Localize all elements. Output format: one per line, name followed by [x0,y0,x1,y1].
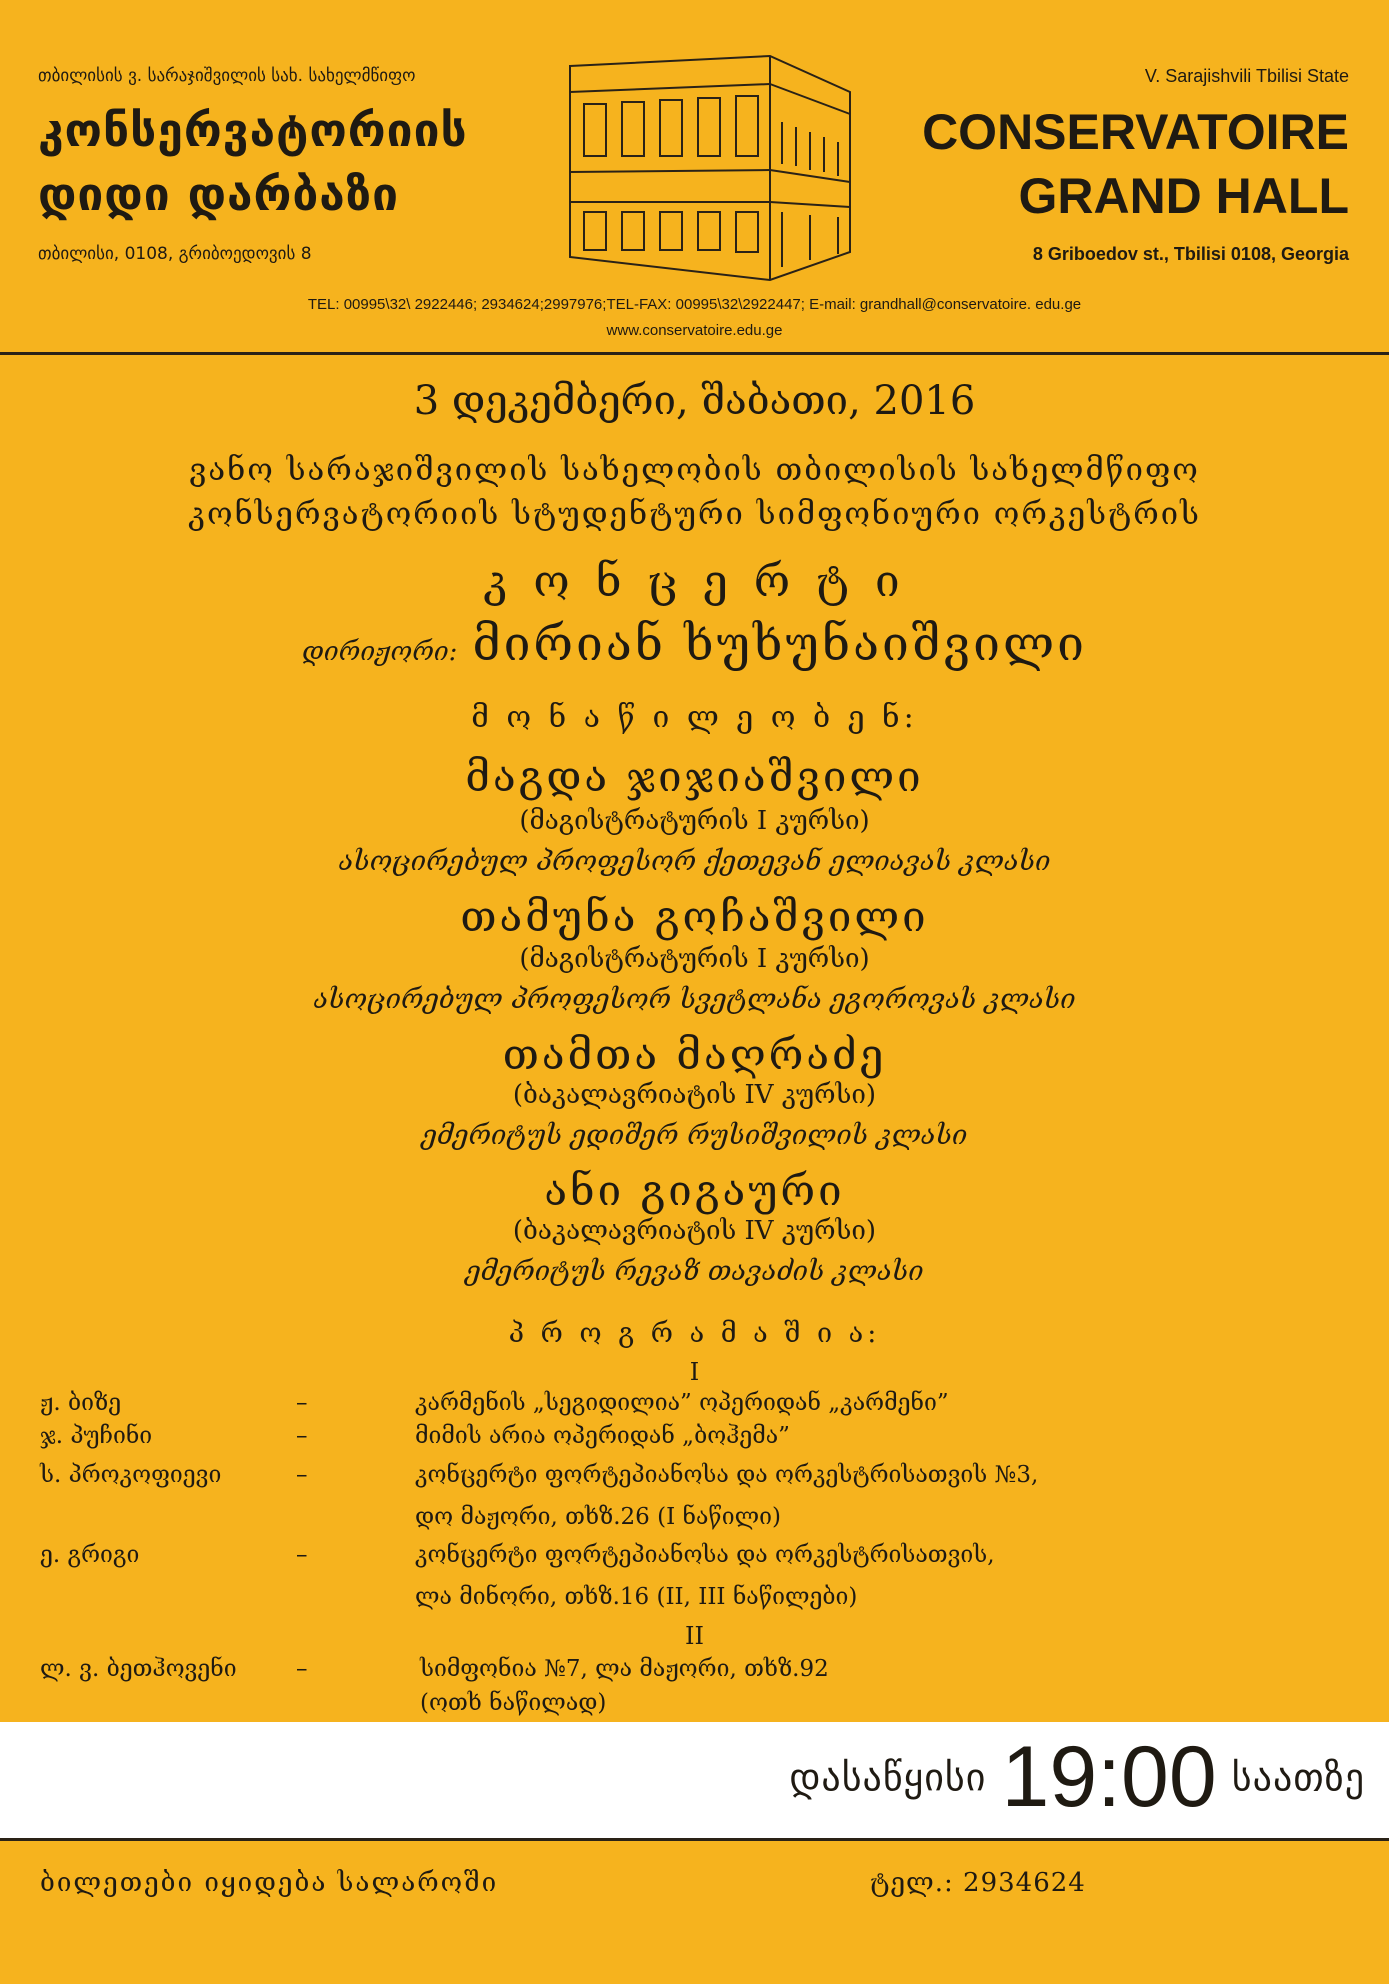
start-time-line [789,1728,1365,1827]
conductor-label: დირიჟორი: [301,637,458,667]
program-part-1: I [689,1358,700,1386]
start-suffix: საათზე [1231,1755,1365,1800]
header-en-title-line1: CONSERVATOIRE [922,104,1349,160]
footer-phone: ტელ.: 2934624 [870,1868,1086,1898]
soloist-2-class: ასოცირებულ პროფესორ სვეტლანა ეგოროვას კლასი [313,984,1076,1015]
program-dash: – [296,1390,308,1416]
program-dash: – [296,1656,308,1682]
program-composer: ჯ. პუჩინი [40,1423,153,1449]
program-composer: ს. პროკოფიევი [40,1462,222,1488]
start-time: 19:00 [1001,1729,1217,1825]
event-concert-title: კ ო ნ ც ე რ ტ ი [483,556,906,607]
building-illustration-icon [560,52,860,286]
program-dash: – [296,1462,308,1488]
program-work: კონცერტი ფორტეპიანოსა და ორკესტრისათვის №3, [415,1462,1039,1488]
soloist-3-course: (ბაკალავრიატის IV კურსი) [512,1080,877,1110]
soloist-1-course: (მაგისტრატურის I კურსი) [519,806,870,836]
header-en-top: V. Sarajishvili Tbilisi State [1144,66,1349,86]
footer-divider [0,1838,1389,1841]
program-work: სიმფონია №7, ლა მაჟორი, თხზ.92 [420,1656,829,1682]
program-composer: ე. გრიგი [40,1542,140,1568]
event-org-line1: ვანო სარაჯიშვილის სახელობის თბილისის სახელმწიფო [189,452,1200,488]
program-work-detail: დო მაჟორი, თხზ.26 (I ნაწილი) [415,1504,782,1530]
program-dash: – [296,1542,308,1568]
program-dash: – [296,1423,308,1449]
soloist-1-class: ასოცირებულ პროფესორ ქეთევან ელიავას კლასი [338,846,1051,877]
program-work: კონცერტი ფორტეპიანოსა და ორკესტრისათვის, [415,1542,995,1568]
header-divider [0,352,1389,355]
footer-tickets: ბილეთები იყიდება სალაროში [40,1868,499,1898]
header-ka-title-line2: დიდი დარბაზი [38,167,399,221]
program-label: პ რ ო გ რ ა მ ა შ ი ა: [508,1318,881,1349]
soloist-1-name: მაგდა ჯიჯიაშვილი [465,752,924,801]
program-work-detail: ლა მინორი, თხზ.16 (II, III ნაწილები) [415,1584,858,1610]
event-date: 3 დეკემბერი, შაბათი, 2016 [413,378,976,424]
header-website: www.conservatoire.edu.ge [606,322,783,339]
soloist-2-name: თამუნა გოჩაშვილი [460,892,929,941]
program-composer: ჟ. ბიზე [40,1390,122,1416]
program-composer: ლ. ვ. ბეთჰოვენი [40,1656,237,1682]
soloist-3-name: თამთა მაღრაძე [502,1030,887,1079]
soloist-4-course: (ბაკალავრიატის IV კურსი) [512,1216,877,1246]
header-en-address: 8 Griboedov st., Tbilisi 0108, Georgia [1032,244,1349,264]
header-en-title-line2: GRAND HALL [1018,168,1349,224]
program-part-2: II [685,1622,704,1650]
soloist-2-course: (მაგისტრატურის I კურსი) [519,944,870,974]
event-org-line2: კონსერვატორიის სტუდენტური სიმფონიური ორკესტრის [188,496,1201,532]
start-time-band [0,1722,1389,1840]
header-ka-title-line1: კონსერვატორიის [38,103,468,157]
program-work: მიმის არია ოპერიდან „ბოჰემა” [415,1423,790,1449]
conductor-line [0,616,1389,672]
participants-label: მ ო ნ ა წ ი ლ ე ო ბ ე ნ: [471,700,918,735]
soloist-4-class: ემერიტუს რევაზ თავაძის კლასი [465,1256,924,1287]
soloist-3-class: ემერიტუს ედიშერ რუსიშვილის კლასი [421,1120,968,1151]
header-ka-address: თბილისი, 0108, გრიბოედოვის 8 [38,244,312,264]
header-contacts: TEL: 00995\32\ 2922446; 2934624;2997976;TEL-FAX: 00995\32\2922447; E-mail: grandhall@conservatoire. edu.ge [307,296,1082,313]
header-ka-top: თბილისის ვ. სარაჯიშვილის სახ. სახელმწიფო [38,66,416,86]
program-work: კარმენის „სეგიდილია” ოპერიდან „კარმენი” [415,1390,949,1416]
program-work-detail: (ოთხ ნაწილად) [420,1690,607,1716]
soloist-4-name: ანი გიგაური [544,1166,845,1215]
start-label: დასაწყისი [789,1755,987,1800]
conductor-name: მირიან ხუხუნაიშვილი [472,616,1088,672]
